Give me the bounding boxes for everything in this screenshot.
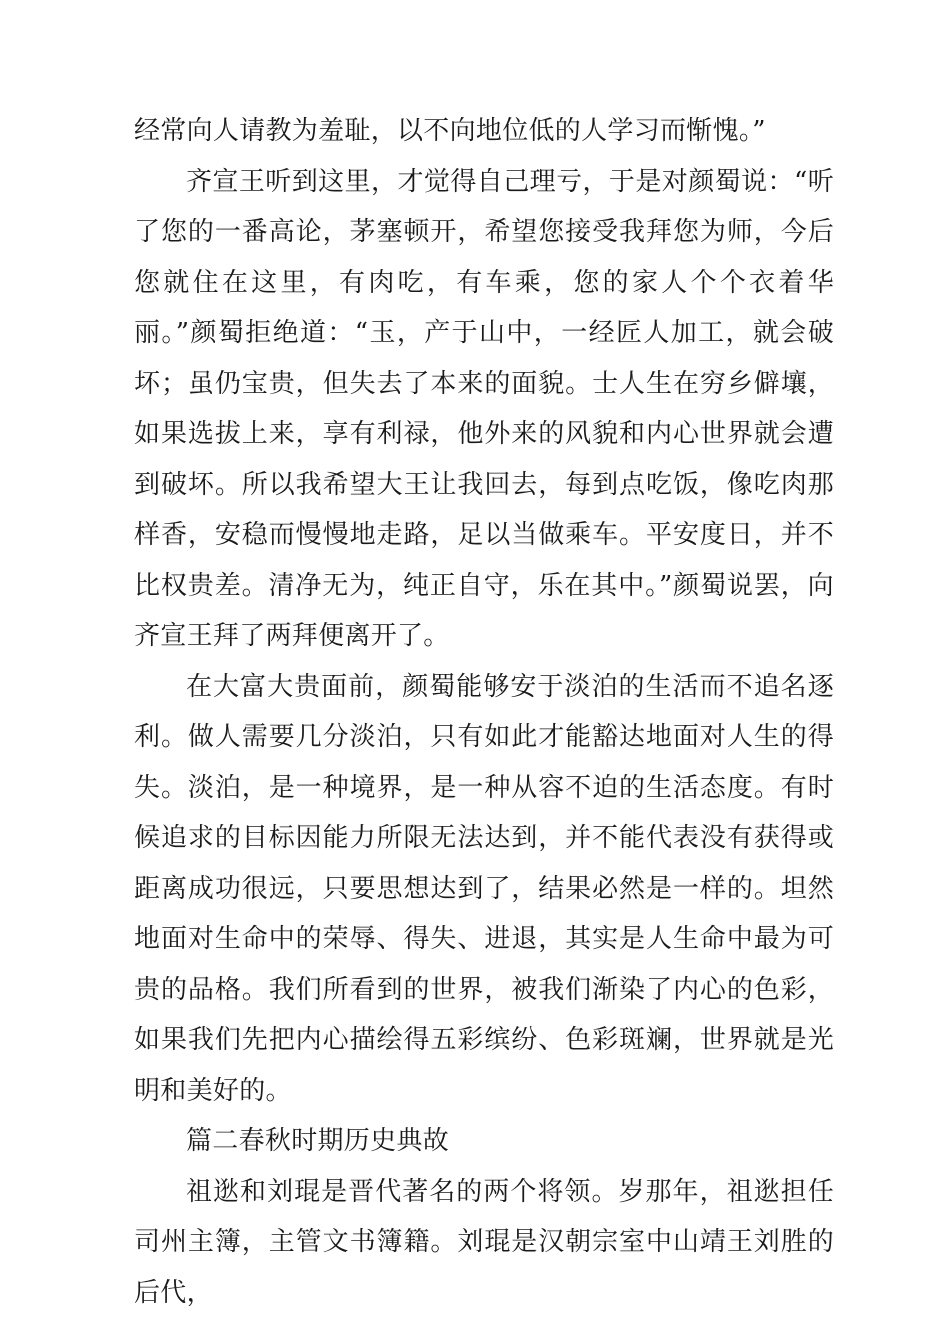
paragraph-qi-xuanwang: 齐宣王听到这里，才觉得自己理亏，于是对颜蜀说：“听了您的一番高论，茅塞顿开，希望您接受我拜您为师，今后您就住在这里，有肉吃，有车乘，您的家人个个衣着华丽。”颜蜀拒绝道：“玉，产于山中，一经匠人加工，就会破坏；虽仍宝贵，但失去了本来的面貌。士人生在穷乡僻壤，如果选拔上来，享有利禄，他外来的风貌和内心世界就会遭到破坏。所以我希望大王让我回去，每到点吃饭，像吃肉那样香，安稳而慢慢地走路，足以当做乘车。平安度日，并不比权贵差。清净无为，纯正自守，乐在其中。”颜蜀说罢，向齐宣王拜了两拜便离开了。 (134, 166, 834, 651)
section-heading: 篇二春秋时期历史典故 (186, 1126, 450, 1156)
paragraph-zu-ti: 祖逖和刘琨是晋代著名的两个将领。岁那年，祖逖担任司州主簿，主管文书簿籍。刘琨是汉朝宗室中山靖王刘胜的后代， (134, 1176, 834, 1308)
paragraph-continuation: 经常向人请教为羞耻，以不向地位低的人学习而惭愧。” (134, 116, 766, 146)
document-body (134, 106, 834, 1318)
paragraph-reflection: 在大富大贵面前，颜蜀能够安于淡泊的生活而不追名逐利。做人需要几分淡泊，只有如此才能豁达地面对人生的得失。淡泊，是一种境界，是一种从容不迫的生活态度。有时候追求的目标因能力所限无法达到，并不能代表没有获得或距离成功很远，只要思想达到了，结果必然是一样的。坦然地面对生命中的荣辱、得失、进退，其实是人生命中最为可贵的品格。我们所看到的世界，被我们渐染了内心的色彩，如果我们先把内心描绘得五彩缤纷、色彩斑斓，世界就是光明和美好的。 (134, 671, 834, 1106)
